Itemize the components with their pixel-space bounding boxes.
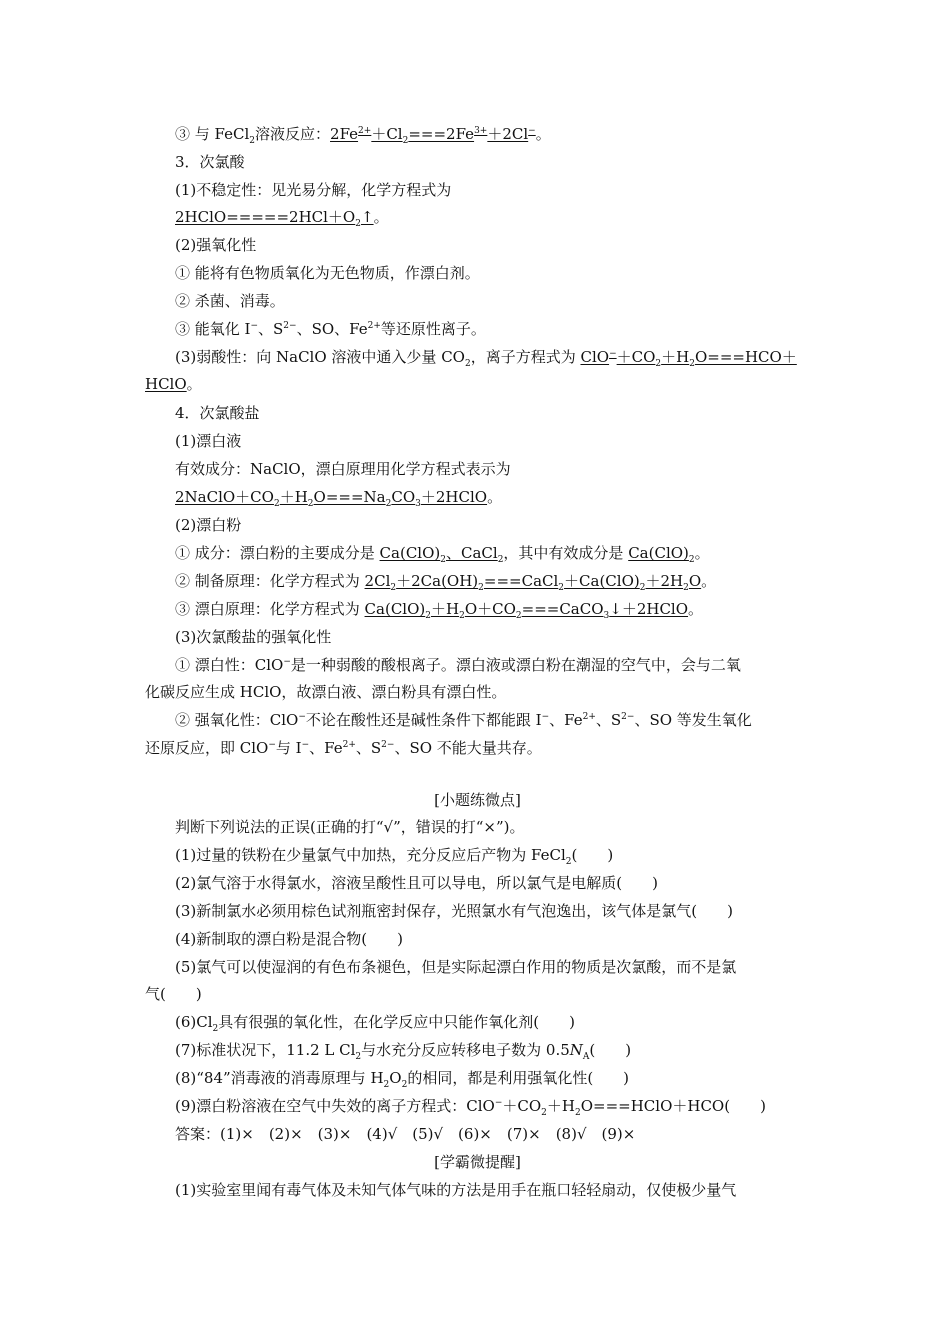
text-segment: − <box>541 712 550 722</box>
answer-fill-text: 2 <box>655 359 662 367</box>
text-segment: (2)漂白粉 <box>175 516 242 534</box>
text-segment: ② 制备原理：化学方程式为 <box>175 572 365 590</box>
text-segment: 2− <box>283 321 297 331</box>
text-line <box>175 403 810 423</box>
text-segment: (3)弱酸性：向 NaClO 溶液中通入少量 CO <box>175 348 465 366</box>
answer-fill-text: 2 <box>402 136 409 144</box>
text-segment: (8)“84”消毒液的消毒原理与 H <box>175 1069 384 1087</box>
answer-fill-text: 2 <box>689 359 695 367</box>
answer-fill-text: CO <box>391 488 416 506</box>
text-segment: ，其中有效成分是 <box>503 544 629 562</box>
answer-fill-text: 2 <box>497 555 504 563</box>
text-segment: ，离子方程式为 <box>470 348 581 366</box>
answer-fill-text: ＋2Ca(OH) <box>396 572 479 590</box>
text-segment: 是一种弱酸的酸根离子。漂白液或漂白粉在潮湿的空气中，会与二氧 <box>290 656 741 674</box>
text-segment: ① 成分：漂白粉的主要成分是 <box>175 544 380 562</box>
text-segment: − <box>301 740 310 750</box>
text-segment: 3．次氯酸 <box>175 153 245 171</box>
text-segment: (9)漂白粉溶液在空气中失效的离子方程式：ClO <box>175 1097 495 1115</box>
answer-fill-text: O <box>688 572 702 590</box>
answer-fill-text: ＋2HClO <box>420 488 488 506</box>
text-segment: (2)氯气溶于水得氯水，溶液呈酸性且可以导电，所以氯气是电解质( ) <box>175 874 658 892</box>
answer-fill-text: 2 <box>273 499 280 507</box>
text-segment: ＋H <box>546 1097 575 1115</box>
answer-fill-text: ↓＋2HClO <box>609 600 689 618</box>
text-segment: (1)实验室里闻有毒气体及未知气体气味的方法是用手在瓶口轻轻扇动，仅使极少量气 <box>175 1181 737 1199</box>
text-segment: − <box>298 712 306 722</box>
text-line <box>175 627 810 647</box>
answer-fill-text: 2 <box>683 583 689 591</box>
answer-fill-text: 2 <box>459 611 465 619</box>
text-segment: 气( ) <box>145 985 202 1003</box>
text-line <box>175 817 810 837</box>
text-segment: ① 能将有色物质氧化为无色物质，作漂白剂。 <box>175 264 480 282</box>
text-segment: [小题练微点] <box>434 791 521 809</box>
text-line <box>145 1152 810 1172</box>
answer-fill-text: ＋H <box>279 488 308 506</box>
text-segment: 2 <box>383 1080 390 1088</box>
text-line <box>175 180 810 200</box>
text-segment: − <box>494 1098 503 1108</box>
answer-fill-text: 2HClO=====2HCl＋O <box>175 208 356 226</box>
text-segment: O===HClO＋HCO( ) <box>580 1097 766 1115</box>
answer-fill-text: 2 <box>390 583 397 591</box>
text-segment: ③ 与 FeCl <box>175 125 250 143</box>
text-segment: (2)强氧化性 <box>175 236 257 254</box>
text-segment: − <box>250 321 259 331</box>
answer-fill-text: 2 <box>558 583 565 591</box>
text-line <box>175 291 810 311</box>
text-segment: 2 <box>541 1108 547 1116</box>
text-line <box>145 374 810 394</box>
text-segment: 还原反应，即 ClO <box>145 739 269 757</box>
text-segment: ③ 能氧化 I <box>175 320 251 338</box>
answer-fill-text: 3+ <box>474 126 488 136</box>
text-line <box>175 263 810 283</box>
text-segment: 判断下列说法的正误(正确的打“√”，错误的打“×”)。 <box>175 818 525 836</box>
text-line <box>145 790 810 810</box>
text-line <box>175 459 810 479</box>
text-segment: 、S <box>595 711 622 729</box>
answer-fill-text: O＋CO <box>464 600 516 618</box>
text-segment: (1)不稳定性：见光易分解，化学方程式为 <box>175 181 452 199</box>
answer-fill-text: ＋Cl <box>371 125 403 143</box>
text-segment: 2+ <box>582 712 596 722</box>
answer-fill-text: ＋H <box>661 348 690 366</box>
text-line <box>175 873 810 893</box>
text-segment: 、S <box>258 320 284 338</box>
text-segment: 。 <box>701 572 717 590</box>
text-segment: 2 <box>565 857 572 865</box>
answer-fill-text: Ca(ClO) <box>364 600 426 618</box>
text-line <box>175 431 810 451</box>
answer-fill-text: 2 <box>639 583 646 591</box>
text-segment: 。 <box>688 600 704 618</box>
answer-fill-text: ＋CO <box>616 348 656 366</box>
answer-fill-text: 、CaCl <box>445 544 498 562</box>
text-segment: [学霸微提醒] <box>434 1153 521 1171</box>
answer-fill-text: O===Na <box>313 488 386 506</box>
answer-fill-text: 2 <box>355 219 361 227</box>
text-segment: 2 <box>249 136 256 144</box>
text-line <box>175 235 810 255</box>
answer-fill-text: ＋2H <box>645 572 684 590</box>
text-segment: 化碳反应生成 HClO，故漂白液、漂白粉具有漂白性。 <box>145 683 507 701</box>
text-segment: 2 <box>212 1024 219 1032</box>
text-line <box>175 207 810 227</box>
answer-fill-text: ===2Fe <box>408 125 475 143</box>
text-segment: ① 漂白性：ClO <box>175 656 284 674</box>
text-segment: 。 <box>487 488 503 506</box>
text-line <box>175 487 810 507</box>
text-segment: 2+ <box>367 321 381 331</box>
text-segment: ② 杀菌、消毒。 <box>175 292 285 310</box>
answer-fill-text: Ca(ClO) <box>379 544 441 562</box>
answer-fill-text: ===CaCl <box>483 572 559 590</box>
text-segment: (3)新制氯水必须用棕色试剂瓶密封保存，光照氯水有气泡逸出，该气体是氯气( ) <box>175 902 733 920</box>
answer-fill-text: 3 <box>603 611 610 619</box>
text-segment: 的相同，都是利用强氧化性( ) <box>407 1069 630 1087</box>
text-segment: 等还原性离子。 <box>380 320 486 338</box>
answer-fill-text: ↑ <box>360 208 374 226</box>
text-segment: 、SO、Fe <box>296 320 368 338</box>
text-line <box>175 1180 810 1200</box>
text-line <box>175 845 810 865</box>
text-segment: ( ) <box>589 1041 632 1059</box>
text-segment: 、SO 等发生氧化 <box>634 711 752 729</box>
text-segment: 、SO 不能大量共存。 <box>394 739 542 757</box>
answer-fill-text: ＋H <box>430 600 460 618</box>
answer-fill-text: 2Cl <box>364 572 391 590</box>
text-segment: − <box>283 657 291 667</box>
text-segment: ③ 漂白原理：化学方程式为 <box>175 600 365 618</box>
text-line <box>175 152 810 172</box>
text-segment: A <box>582 1052 590 1060</box>
text-line <box>175 319 810 339</box>
text-line <box>175 571 810 591</box>
text-segment: 与 I <box>275 739 302 757</box>
text-line <box>175 655 810 675</box>
text-segment: 。 <box>373 208 389 226</box>
text-segment: (1)过量的铁粉在少量氯气中加热，充分反应后产物为 FeCl <box>175 846 566 864</box>
text-segment: 2 <box>464 359 471 367</box>
text-segment: 。 <box>186 375 202 393</box>
text-line <box>175 515 810 535</box>
text-line <box>145 682 810 702</box>
text-segment: 不论在酸性还是碱性条件下都能跟 I <box>305 711 542 729</box>
answer-fill-text: 2Fe <box>330 125 359 143</box>
text-segment: 4．次氯酸盐 <box>175 404 260 422</box>
text-line <box>175 1040 810 1060</box>
text-line <box>175 1124 810 1144</box>
answer-fill-text: 2 <box>478 583 484 591</box>
text-segment: 2− <box>381 740 395 750</box>
text-line <box>175 957 810 977</box>
answer-fill-text: 3 <box>415 499 421 507</box>
text-segment: − <box>268 740 276 750</box>
text-line <box>175 1012 810 1032</box>
text-segment: ( ) <box>571 846 614 864</box>
text-segment: (4)新制取的漂白粉是混合物( ) <box>175 930 403 948</box>
text-line <box>175 1096 810 1116</box>
text-segment: 。 <box>694 544 710 562</box>
answer-fill-text: − <box>528 126 536 136</box>
text-segment: (3)次氯酸盐的强氧化性 <box>175 628 332 646</box>
text-segment: 、S <box>355 739 382 757</box>
answer-fill-text: 2NaClO＋CO <box>175 488 274 506</box>
text-line <box>175 710 810 730</box>
text-line <box>145 738 810 758</box>
answer-fill-text: 2 <box>307 499 314 507</box>
text-segment: 有效成分：NaClO，漂白原理用化学方程式表示为 <box>175 460 511 478</box>
text-segment: N <box>569 1041 583 1059</box>
text-line <box>175 347 810 367</box>
answer-fill-text: Ca(ClO) <box>628 544 689 562</box>
answer-fill-text: 2 <box>385 499 392 507</box>
text-segment: (1)漂白液 <box>175 432 242 450</box>
text-line <box>175 1068 810 1088</box>
text-segment: 。 <box>535 125 551 143</box>
text-segment: 2 <box>401 1080 408 1088</box>
text-segment: (7)标准状况下，11.2 L Cl <box>175 1041 356 1059</box>
text-segment: ＋CO <box>502 1097 542 1115</box>
text-segment: 、Fe <box>549 711 583 729</box>
answer-fill-text: ===CaCO <box>521 600 604 618</box>
text-segment: 2 <box>574 1108 581 1116</box>
text-segment: (5)氯气可以使湿润的有色布条褪色，但是实际起漂白作用的物质是次氯酸，而不是氯 <box>175 958 737 976</box>
answer-fill-text: 2+ <box>358 126 372 136</box>
answer-fill-text: ClO <box>580 348 610 366</box>
answer-fill-text: ＋Ca(ClO) <box>564 572 640 590</box>
text-segment: 、Fe <box>309 739 343 757</box>
answer-fill-text: ＋2Cl <box>487 125 529 143</box>
text-line <box>175 124 810 144</box>
text-segment: 2 <box>355 1052 362 1060</box>
answer-fill-text: HClO <box>145 375 187 393</box>
text-segment: 答案：(1)× (2)× (3)× (4)√ (5)√ (6)× (7)× (8)√ (9)× <box>175 1125 636 1143</box>
answer-fill-text: − <box>609 349 617 359</box>
text-segment: 具有很强的氧化性，在化学反应中只能作氧化剂( ) <box>218 1013 575 1031</box>
answer-fill-text: 2 <box>425 611 431 619</box>
text-segment: O <box>389 1069 402 1087</box>
answer-fill-text: 2 <box>440 555 446 563</box>
text-line <box>145 984 810 1004</box>
text-segment: 与水充分反应转移电子数为 0.5 <box>361 1041 570 1059</box>
answer-fill-text: 2 <box>515 611 522 619</box>
text-line <box>175 901 810 921</box>
text-segment: ② 强氧化性：ClO <box>175 711 299 729</box>
text-line <box>175 599 810 619</box>
text-segment: (6)Cl <box>175 1013 213 1031</box>
text-segment: 溶液反应： <box>255 125 331 143</box>
text-segment: 2+ <box>342 740 356 750</box>
text-line <box>175 929 810 949</box>
text-segment: 2− <box>621 712 635 722</box>
text-line <box>175 543 810 563</box>
answer-fill-text: 2 <box>688 555 695 563</box>
answer-fill-text: O===HCO＋ <box>694 348 797 366</box>
